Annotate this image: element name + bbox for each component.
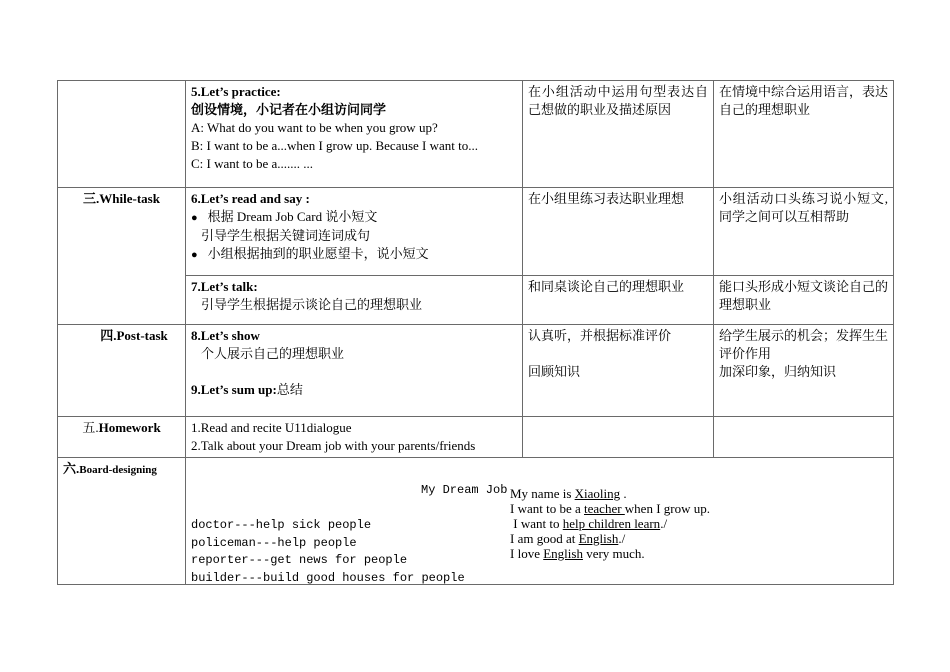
activity-line: 回顾知识 <box>528 364 581 379</box>
purpose-cell <box>714 325 894 417</box>
homework-line: 2.Talk about your Dream job with your parents/friends <box>191 438 476 453</box>
purpose-line: 加深印象，归纳知识 <box>719 364 837 379</box>
lesson-plan-table <box>57 80 894 585</box>
activity-cell: 在小组里练习表达职业理想 <box>523 188 714 276</box>
activity-line: 认真听，并根据标准评价 <box>528 328 672 343</box>
activity-cell <box>523 325 714 417</box>
stage-cell-empty <box>58 81 186 188</box>
procedure-cell <box>186 276 523 325</box>
stage-cell-post-task <box>58 325 186 417</box>
procedure-cell <box>186 417 523 458</box>
practice-subtitle: 创设情境，小记者在小组访问同学 <box>191 102 387 117</box>
procedure-cell <box>186 325 523 417</box>
stage-name: While-task <box>99 191 160 206</box>
board-paragraph <box>510 486 710 561</box>
practice-line: B: I want to be a...when I grow up. Because I want to... <box>191 138 479 153</box>
practice-line: A: What do you want to be when you grow up? <box>191 120 438 135</box>
stage-name: Homework <box>98 420 161 435</box>
stage-name: Post-task <box>116 328 168 343</box>
stage-number: 五. <box>82 420 99 435</box>
bullet-item: ● 小组根据抽到的职业愿望卡，说小短文 <box>191 245 517 264</box>
job-item: policeman---help people <box>191 535 357 550</box>
purpose-line: 给学生展示的机会；发挥生生评价作用 <box>719 328 889 361</box>
read-say-title: 6.Let’s read and say : <box>191 191 310 206</box>
board-line: I want to be a teacher when I grow up. <box>510 501 711 516</box>
stage-number: 四. <box>100 328 117 343</box>
stage-number: 六. <box>63 461 80 476</box>
job-item: builder---build good houses for people <box>191 570 465 585</box>
activity-cell: 和同桌谈论自己的理想职业 <box>523 276 714 325</box>
stage-number: 三. <box>83 191 100 206</box>
board-design <box>191 460 888 585</box>
talk-desc: 引导学生根据提示谈论自己的理想职业 <box>201 297 423 312</box>
procedure-cell <box>186 81 523 188</box>
stage-cell-homework <box>58 417 186 458</box>
board-line: I want to help children learn./ <box>510 516 668 531</box>
purpose-cell <box>714 417 894 458</box>
stage-cell-board <box>58 458 186 585</box>
homework-line: 1.Read and recite U11dialogue <box>191 420 352 435</box>
procedure-cell <box>186 188 523 276</box>
stage-name: Board-designing <box>79 464 157 476</box>
job-item: doctor---help sick people <box>191 518 372 532</box>
row-board <box>58 458 894 585</box>
board-job-list <box>191 517 465 587</box>
bullet-item: ● 根据 Dream Job Card 说小短文 <box>191 208 517 227</box>
show-title: 8.Let’s show <box>191 328 260 343</box>
sum-desc: 总结 <box>276 382 303 397</box>
row-practice <box>58 81 894 188</box>
board-cell <box>186 458 894 585</box>
practice-line: C: I want to be a....... ... <box>191 156 314 171</box>
row-homework <box>58 417 894 458</box>
board-line: My name is Xiaoling . <box>510 486 627 501</box>
board-line: I am good at English./ <box>510 531 626 546</box>
board-title: My Dream Job <box>421 483 508 497</box>
read-say-sub: 引导学生根据关键词连词成句 <box>201 228 371 243</box>
purpose-cell: 在情境中综合运用语言，表达自己的理想职业 <box>714 81 894 188</box>
talk-title: 7.Let’s talk: <box>191 279 258 294</box>
job-item: reporter---get news for people <box>191 553 408 567</box>
row-read-say <box>58 188 894 276</box>
activity-cell <box>523 417 714 458</box>
row-post-task <box>58 325 894 417</box>
show-desc: 个人展示自己的理想职业 <box>201 346 345 361</box>
purpose-cell: 能口头形成小短文谈论自己的理想职业 <box>714 276 894 325</box>
activity-cell: 在小组活动中运用句型表达自己想做的职业及描述原因 <box>523 81 714 188</box>
purpose-cell: 小组活动口头练习说小短文, 同学之间可以互相帮助 <box>714 188 894 276</box>
practice-title: 5.Let’s practice: <box>191 84 281 99</box>
board-line: I love English very much. <box>510 546 645 561</box>
stage-cell-while-task <box>58 188 186 325</box>
sum-title: 9.Let’s sum up: <box>191 382 277 397</box>
